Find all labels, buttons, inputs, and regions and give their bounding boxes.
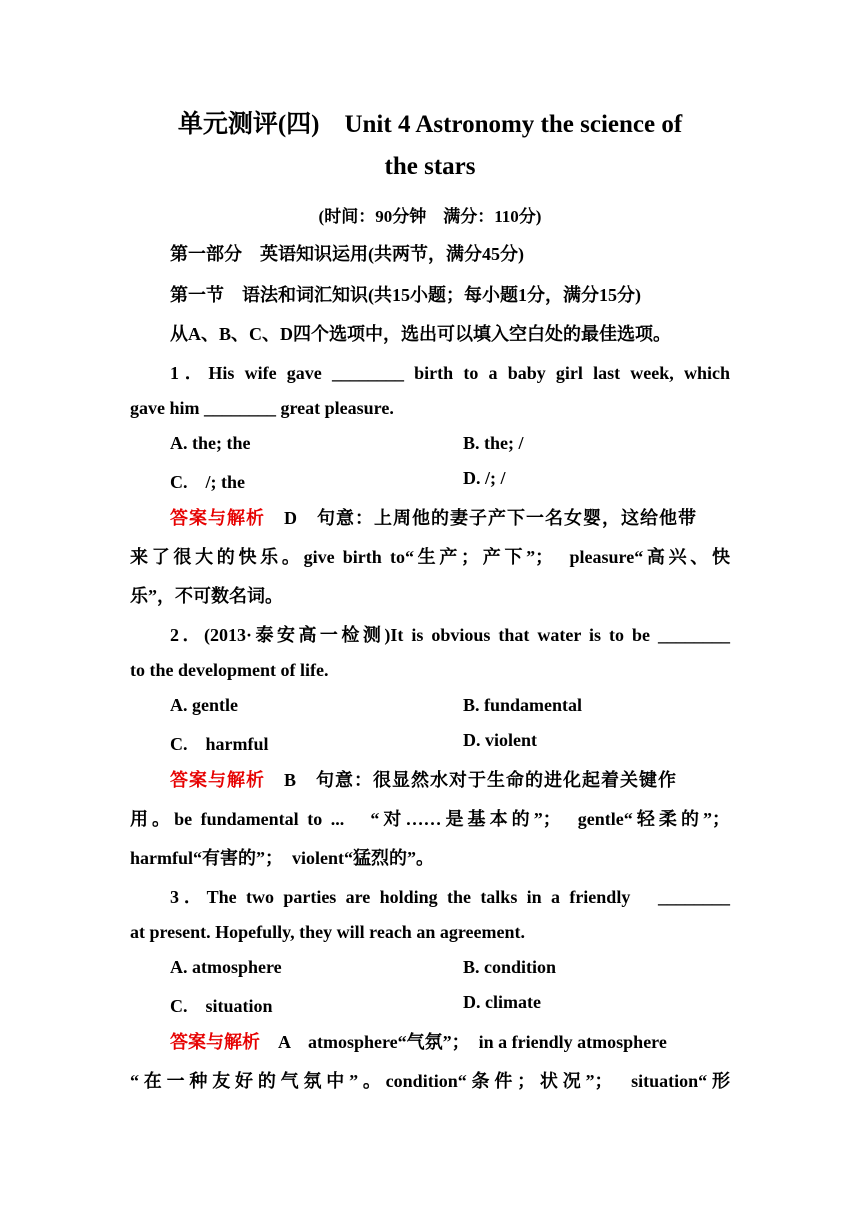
subtitle-time-score: (时间：90分钟 满分：110分) xyxy=(318,207,542,226)
q3-option-b: B. condition xyxy=(463,957,557,977)
q3-explanation-text: atmosphere“气氛”； in a friendly atmosphere xyxy=(308,1032,667,1052)
q3-explanation-line-2: “在一种友好的气氛中”。condition“条件；状况”； situation“形 xyxy=(130,1071,730,1091)
instruction: 从A、B、C、D四个选项中，选出可以填入空白处的最佳选项。 xyxy=(170,324,672,344)
title-line-2: the stars xyxy=(384,153,476,180)
section-heading: 第一节 语法和词汇知识(共15小题；每小题1分，满分15分) xyxy=(170,285,641,305)
q1-explanation-line-1 xyxy=(130,504,730,530)
title-line-1: 单元测评(四) Unit 4 Astronomy the science of xyxy=(177,111,683,138)
q3-option-c: C. situation xyxy=(170,996,273,1016)
q2-answer: B xyxy=(284,770,298,790)
q2-option-b: B. fundamental xyxy=(463,695,583,715)
answer-label: 答案与解析 xyxy=(170,770,265,790)
q2-stem-line-1: 2．(2013·泰安高一检测)It is obvious that water is to be ________ xyxy=(170,625,730,645)
q1-option-a: A. the; the xyxy=(170,433,251,453)
q1-explanation-line-3: 乐”，不可数名词。 xyxy=(130,586,283,606)
q3-stem-line-1: 3．The two parties are holding the talks in a friendly ________ xyxy=(170,887,730,907)
answer-label: 答案与解析 xyxy=(170,508,265,528)
q3-option-a: A. atmosphere xyxy=(170,957,282,977)
answer-label: 答案与解析 xyxy=(170,1032,260,1052)
q2-option-a: A. gentle xyxy=(170,695,238,715)
q1-option-b: B. the; / xyxy=(463,433,524,453)
q2-explanation-line-2: 用。be fundamental to ... “对……是基本的”； gentle“轻柔的”； xyxy=(130,809,730,829)
part-heading: 第一部分 英语知识运用(共两节，满分45分) xyxy=(170,244,524,264)
q2-option-d: D. violent xyxy=(463,730,537,750)
q1-explanation-line-2: 来了很大的快乐。give birth to“生产；产下”； pleasure“高兴、快 xyxy=(130,547,730,567)
q1-stem-line-1: 1．His wife gave ________ birth to a baby girl last week, which xyxy=(170,363,730,383)
q1-option-c: C. /; the xyxy=(170,472,245,492)
q3-stem-line-2: at present. Hopefully, they will reach an agreement. xyxy=(130,922,525,942)
q3-option-d: D. climate xyxy=(463,992,541,1012)
q2-stem-line-2: to the development of life. xyxy=(130,660,329,680)
q1-explanation-text: 句意：上周他的妻子产下一名女婴，这给他带 xyxy=(317,508,697,528)
q2-option-c: C. harmful xyxy=(170,734,269,754)
q3-answer: A xyxy=(278,1032,291,1052)
q3-explanation-line-1 xyxy=(130,1028,730,1054)
q1-answer: D xyxy=(284,508,298,528)
q2-explanation-text: 句意：很显然水对于生命的进化起着关键作 xyxy=(316,770,678,790)
q1-option-d: D. /; / xyxy=(463,468,506,488)
q1-stem-line-2: gave him ________ great pleasure. xyxy=(130,398,394,418)
q2-explanation-line-3: harmful“有害的”； violent“猛烈的”。 xyxy=(130,848,434,868)
q2-explanation-line-1 xyxy=(130,766,730,792)
